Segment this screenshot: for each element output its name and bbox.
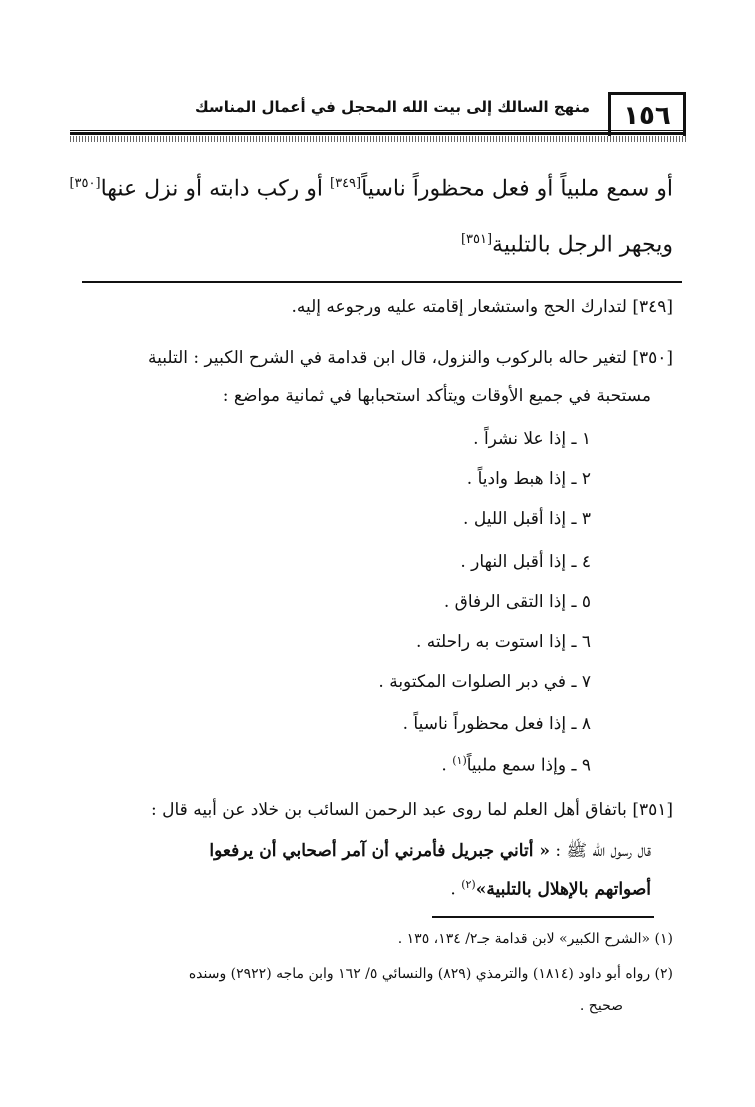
page-number: ١٥٦ <box>608 92 686 136</box>
commentary-351-line-3: أصواتهم بالإهلال بالتلبية»$^{(٢)}$ . <box>450 878 651 900</box>
running-title: منهج السالك إلى بيت الله المحجل في أعمال المناسك <box>195 98 590 116</box>
list-item: ٣ ـ إذا أقبل الليل . <box>463 509 591 529</box>
note-ref-351: [٣٥١] <box>460 232 493 247</box>
list-item: ١ ـ إذا علا نشراً . <box>473 429 591 449</box>
commentary-349: [٣٤٩] لتدارك الحج واستشعار إقامته عليه ورجوعه إليه. <box>291 297 673 317</box>
footnote-separator <box>432 916 654 918</box>
commentary-350-line-1: [٣٥٠] لتغير حاله بالركوب والنزول، قال ابن قدامة في الشرح الكبير : التلبية <box>147 348 673 368</box>
commentary-351-line-1: [٣٥١] باتفاق أهل العلم لما روى عبد الرحمن السائب بن خلاد عن أبيه قال : <box>151 800 673 820</box>
footnote-1: (١) «الشرح الكبير» لابن قدامة جـ٢/ ١٣٤، ١٣٥ . <box>397 931 673 947</box>
footnote-ref-2: (٢) <box>461 878 476 891</box>
list-item: ٥ ـ إذا التقى الرفاق . <box>443 592 591 612</box>
list-item: ٢ ـ إذا هبط وادياً . <box>466 469 591 489</box>
footnote-ref-1: (١) <box>452 754 467 767</box>
list-item: ٨ ـ إذا فعل محظوراً ناسياً . <box>402 714 591 734</box>
page-header <box>70 92 686 144</box>
commentary-label-351: [٣٥١] <box>632 800 673 820</box>
footnote-2-continuation: صحيح . <box>579 998 623 1014</box>
hadith-text: « أتاني جبريل فأمرني أن آمر أصحابي أن يرفعوا <box>209 841 550 861</box>
list-item: ٦ ـ إذا استوت به راحلته . <box>415 632 591 652</box>
text-separator <box>82 281 682 283</box>
note-ref-350: [٣٥٠] <box>69 176 101 191</box>
header-hatch-border <box>70 136 686 142</box>
commentary-label-349: [٣٤٩] <box>632 297 673 317</box>
commentary-label-350: [٣٥٠] <box>632 348 673 368</box>
commentary-351-line-2: قال رسول الله ﷺ : « أتاني جبريل فأمرني أن آمر أصحابي أن يرفعوا <box>209 841 651 861</box>
list-item: ٩ ـ وإذا سمع ملبياً$^{(١)}$ . <box>441 754 591 776</box>
footnote-2: (٢) رواه أبو داود (١٨١٤) والترمذي (٨٢٩) والنسائي ٥/ ١٦٢ وابن ماجه (٢٩٢٢) وسنده <box>188 966 673 982</box>
note-ref-349: [٣٤٩] <box>330 176 362 191</box>
main-text-line-2: ويجهر الرجل بالتلبية[٣٥١] <box>460 232 673 258</box>
main-text-line-1: أو سمع ملبياً أو فعل محظوراً ناسياً[٣٤٩] أو ركب دابته أو نزل عنها[٣٥٠] <box>69 176 673 202</box>
commentary-350-line-2: مستحبة في جميع الأوقات ويتأكد استحبابها في ثمانية مواضع : <box>222 386 651 406</box>
list-item: ٧ ـ في دبر الصلوات المكتوبة . <box>378 672 591 692</box>
list-item: ٤ ـ إذا أقبل النهار . <box>460 552 591 572</box>
header-rule <box>70 130 686 135</box>
